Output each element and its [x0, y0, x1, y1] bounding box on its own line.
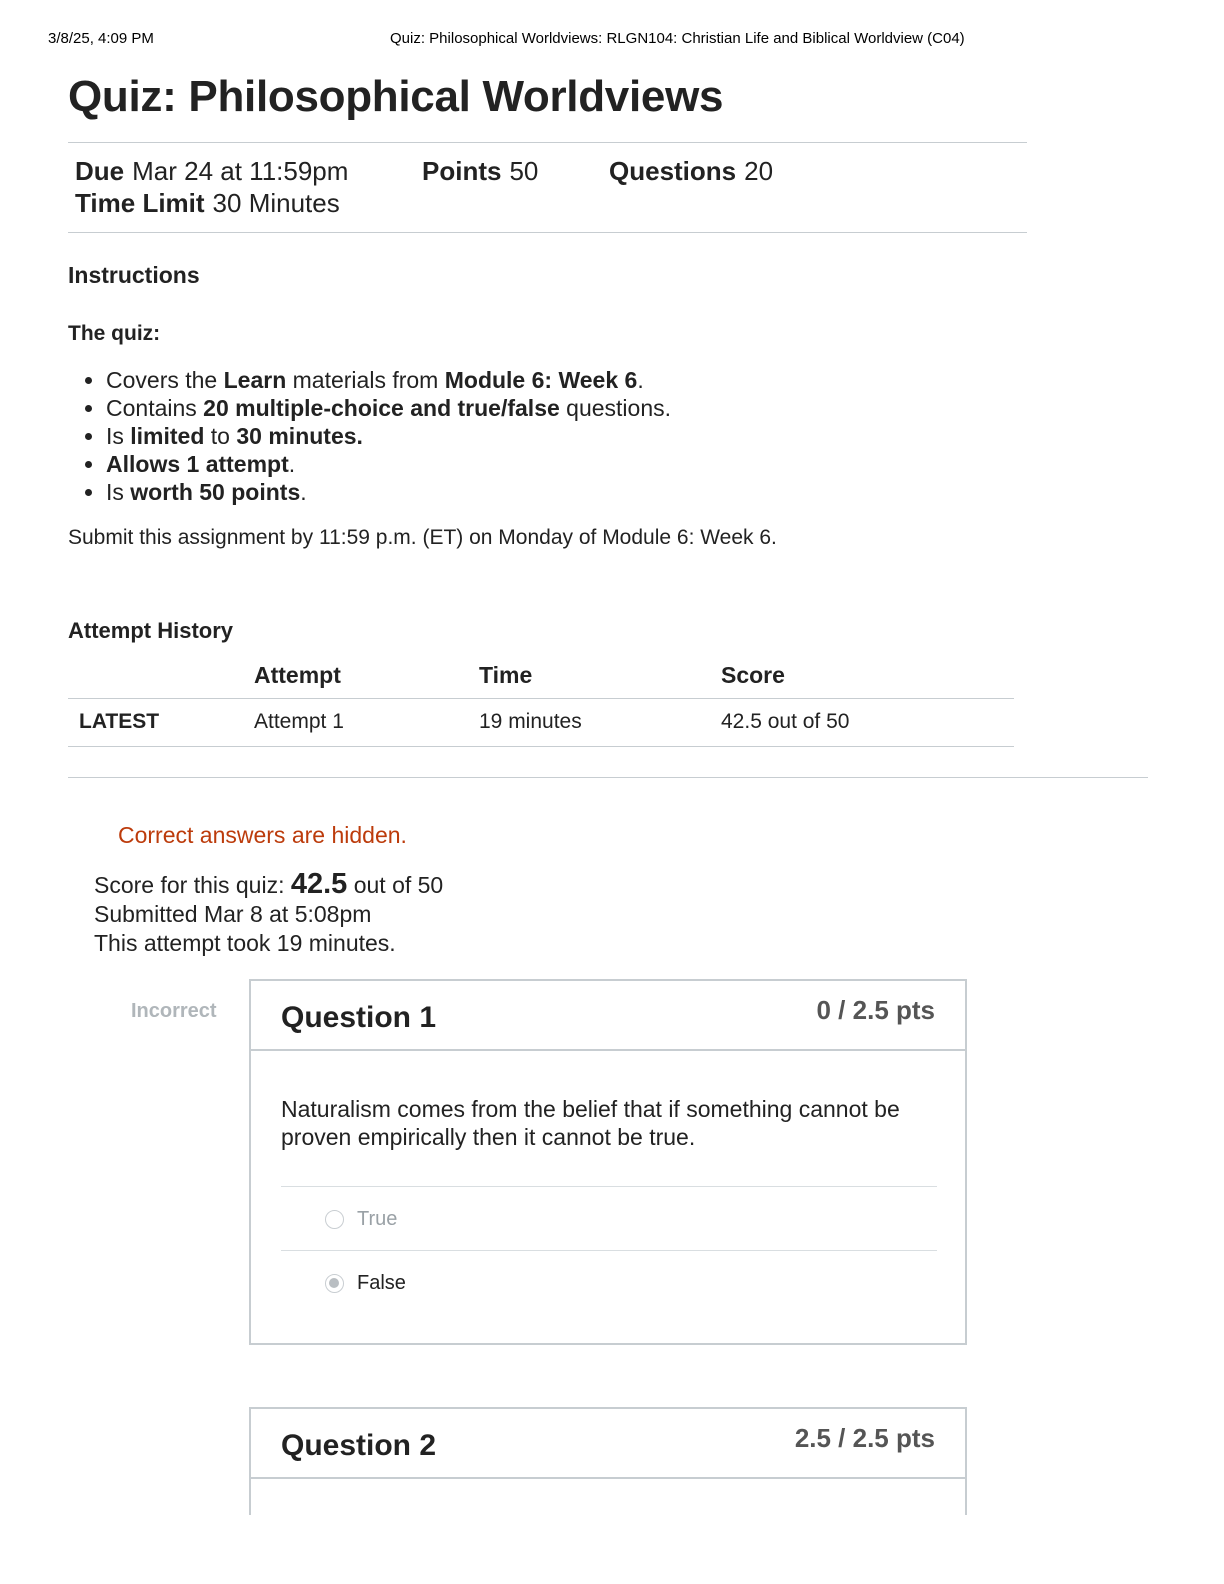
list-item: • Allows 1 attempt. [106, 450, 671, 478]
list-item: • Contains 20 multiple-choice and true/false questions. [106, 394, 671, 422]
divider [68, 777, 1148, 778]
list-item: • Is limited to 30 minutes. [106, 422, 671, 450]
attempt-score: 42.5 out of 50 [721, 698, 1014, 746]
question-status-label: Incorrect [131, 1000, 217, 1022]
answer-option-false[interactable] [281, 1252, 937, 1316]
answer-label: False [357, 1272, 406, 1294]
quiz-score: Score for this quiz: 42.5 out of 50 [94, 868, 444, 900]
score-value: 42.5 [290, 868, 348, 900]
list-item: • Is worth 50 points. [106, 478, 671, 506]
questions-value: 20 [744, 156, 774, 186]
print-date: 3/8/25, 4:09 PM [48, 30, 154, 47]
attempt-duration: This attempt took 19 minutes. [94, 930, 396, 956]
answer-option-true[interactable] [281, 1188, 937, 1252]
points-info [422, 156, 538, 187]
question-title: Question 2 [281, 1429, 437, 1462]
points-value: 50 [509, 156, 539, 186]
column-header-time: Time [479, 654, 721, 698]
attempt-history-table [68, 654, 1014, 747]
correct-answers-hidden-note: Correct answers are hidden. [118, 822, 407, 848]
answer-label: True [357, 1208, 398, 1230]
due-label: Due [75, 156, 125, 186]
divider [68, 142, 1027, 143]
time-limit-label: Time Limit [75, 188, 205, 218]
latest-tag: LATEST [68, 698, 254, 746]
question-text: Naturalism comes from the belief that if something cannot be proven empirically then it cannot be true. [281, 1096, 900, 1150]
due-value: Mar 24 at 11:59pm [132, 156, 349, 186]
question-points: 0 / 2.5 pts [816, 995, 935, 1025]
question-card [249, 1407, 967, 1515]
submit-note: Submit this assignment by 11:59 p.m. (ET) on Monday of Module 6: Week 6. [68, 526, 777, 549]
divider [281, 1186, 937, 1187]
print-page-title: Quiz: Philosophical Worldviews: RLGN104: Christian Life and Biblical Worldview (C04) [390, 30, 965, 47]
question-title: Question 1 [281, 1001, 437, 1034]
question-card [249, 979, 967, 1345]
list-item: • Covers the Learn materials from Module 6: Week 6. [106, 366, 671, 394]
instructions-heading: Instructions [68, 262, 200, 288]
questions-label: Questions [609, 156, 737, 186]
print-header [0, 30, 1224, 50]
instructions-subheading: The quiz: [68, 322, 161, 345]
question-header [251, 981, 965, 1051]
time-limit-value: 30 Minutes [212, 188, 340, 218]
due-info [75, 156, 348, 187]
column-header-attempt: Attempt [254, 654, 479, 698]
attempt-link[interactable]: Attempt 1 [254, 698, 479, 746]
radio-button[interactable] [325, 1210, 344, 1229]
column-header [68, 654, 254, 698]
attempt-time: 19 minutes [479, 698, 721, 746]
divider [68, 232, 1027, 233]
radio-button-selected[interactable] [325, 1274, 344, 1293]
time-limit-info [75, 188, 340, 219]
divider [281, 1250, 937, 1251]
quiz-title: Quiz: Philosophical Worldviews [68, 72, 724, 121]
score-summary [94, 870, 443, 958]
attempt-history-heading: Attempt History [68, 618, 234, 643]
question-header [251, 1409, 965, 1479]
table-header-row [68, 654, 1014, 698]
table-row [68, 698, 1014, 746]
points-label: Points [422, 156, 502, 186]
questions-info [609, 156, 773, 187]
submitted-time: Submitted Mar 8 at 5:08pm [94, 901, 372, 927]
question-points: 2.5 / 2.5 pts [794, 1423, 935, 1453]
instructions-list [68, 366, 671, 506]
column-header-score: Score [721, 654, 1014, 698]
